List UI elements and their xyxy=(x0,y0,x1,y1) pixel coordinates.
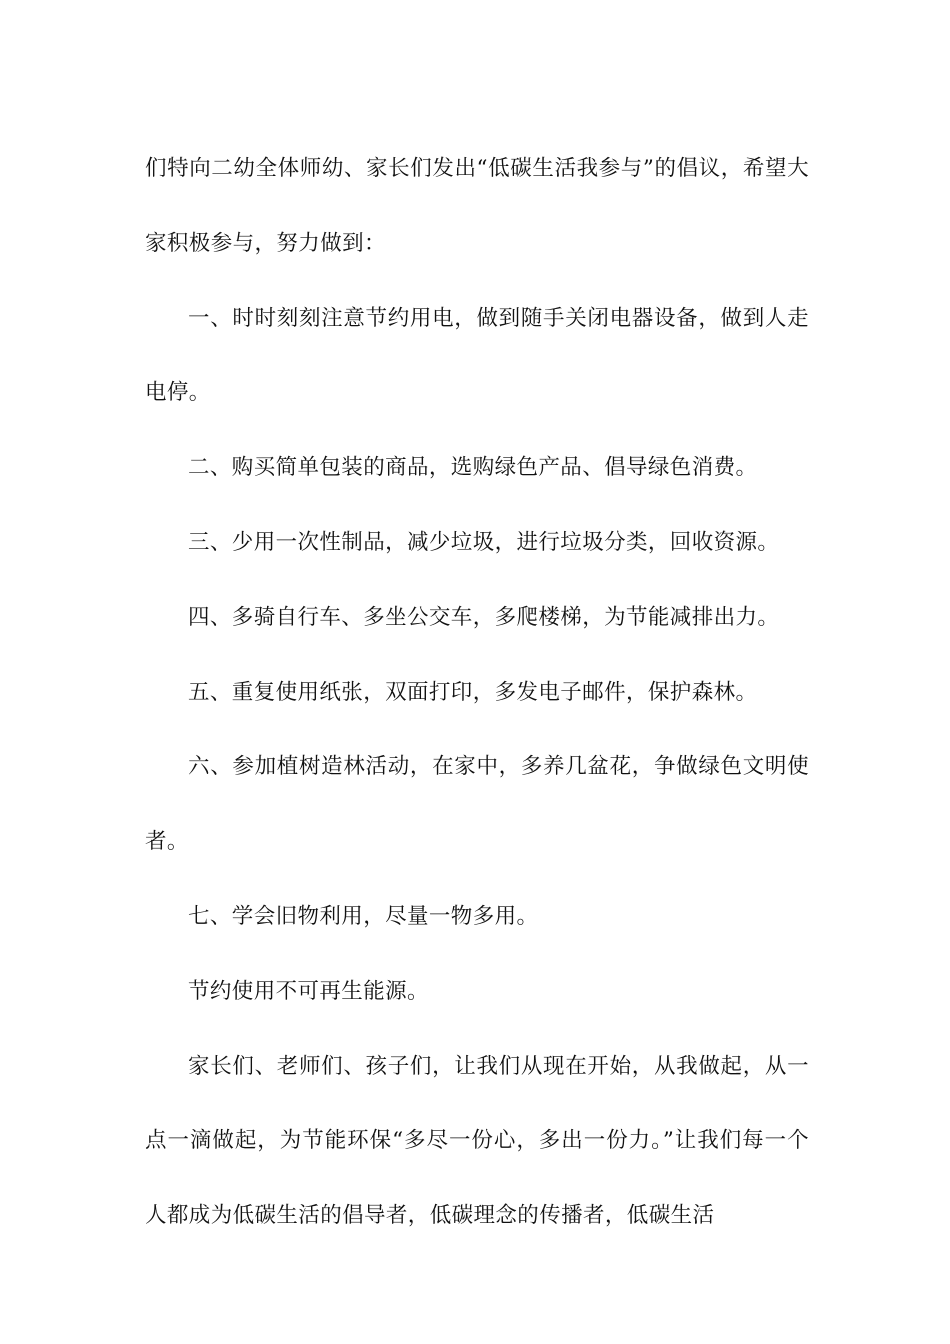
paragraph-item-4: 四、多骑自行车、多坐公交车，多爬楼梯，为节能减排出力。 xyxy=(188,604,780,630)
paragraph-closing: 家长们、老师们、孩子们，让我们从现在开始，从我做起，从一点一滴做起，为节能环保“多尽一份心，多出一份力。”让我们每一个人都成为低碳生活的倡导者，低碳理念的传播者，低碳生活 xyxy=(145,1053,809,1229)
paragraph-item-6: 六、参加植树造林活动，在家中，多养几盆花，争做绿色文明使者。 xyxy=(145,754,809,855)
paragraph-item-2: 二、购买简单包装的商品，选购绿色产品、倡导绿色消费。 xyxy=(188,455,758,481)
paragraph-item-1: 一、时时刻刻注意节约用电，做到随手关闭电器设备，做到人走电停。 xyxy=(145,305,809,406)
paragraph-item-5: 五、重复使用纸张，双面打印，多发电子邮件，保护森林。 xyxy=(188,679,758,705)
paragraph-item-7: 七、学会旧物利用，尽量一物多用。 xyxy=(188,903,539,929)
paragraph-energy: 节约使用不可再生能源。 xyxy=(188,978,429,1004)
paragraph-item-3: 三、少用一次性制品，减少垃圾，进行垃圾分类，回收资源。 xyxy=(188,529,780,555)
document-body xyxy=(145,132,809,1254)
paragraph-continuation: 们特向二幼全体师幼、家长们发出“低碳生活我参与”的倡议，希望大家积极参与，努力做到： xyxy=(145,156,809,256)
